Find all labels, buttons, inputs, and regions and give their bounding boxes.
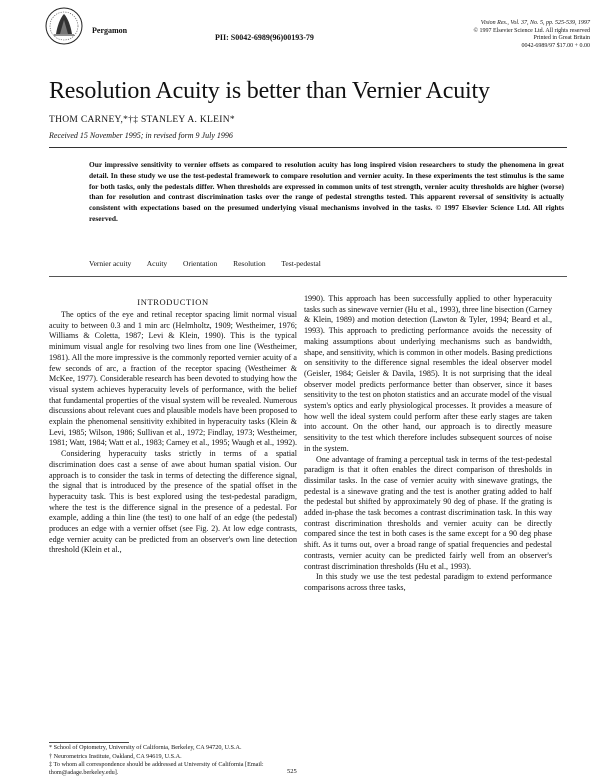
footnote: * School of Optometry, University of California, Berkeley, CA 94720, U.S.A. (49, 744, 242, 751)
paragraph: Considering hyperacuity tasks strictly in terms of a spatial discrimination does cast a sense of awe about human spatial vision. Our approach is to consider the task in terms of detecting the difference signal, the signal that is introduced by the presence of the spatial offset in the hyperacuity task. This is best explored using the test-pedestal paradigm, where the test is the difference signal in the presence of a pedestal. For example, adding a thin line (the test) to one half of an edge (the pedestal) produces an edge with a vernier offset (see Fig. 2). At low edge contrasts, edge vernier acuity can be predicted from an observer's own line detection threshold (Klein et al., (49, 449, 297, 555)
paragraph: The optics of the eye and retinal receptor spacing limit normal visual acuity to between 0.3 and 1 min arc (Helmholtz, 1909; Westheimer, 1976; Williams & Coletta, 1987; Levi & Klein, 1990). This is the typical minimum visual angle for resolving two lines from one line (Westheimer, 1981). All the more impressive is the commonly reported vernier acuity of a few seconds of arc, a fraction of the receptor spacing (Westheimer & McKee, 1977). Considerable research has been devoted to studying how the visual system achieves hyperacuity levels of performance, with the belief that fundamental properties of the visual system will be revealed. Numerous discussions about relevant cues and plausible models have been proposed to explain the phenomenal sensitivity exhibited in hyperacuity tasks (Klein & Levi, 1985; Wilson, 1986; Sullivan et al., 1972; Findlay, 1973; Westheimer, 1981; Watt, 1984; Watt et al., 1983; Carney et al., 1995; Waugh et al., 1992). (49, 310, 298, 448)
abstract-divider (49, 276, 567, 277)
keyword: Test-pedestal (281, 259, 321, 268)
publisher-name: Pergamon (92, 26, 128, 35)
journal-citation: Vision Res., Vol. 37, No. 5, pp. 525-539, 1997 (480, 20, 590, 26)
article-authors: THOM CARNEY,*†‡ STANLEY A. KLEIN* (49, 115, 235, 125)
journal-info (420, 20, 590, 50)
footnote: † Neurometrics Institute, Oakland, CA 94619, U.S.A. (49, 752, 182, 760)
section-heading: INTRODUCTION (137, 297, 209, 307)
issn-line: 0042-6989/97 $17.00 + 0.00 (521, 42, 590, 49)
keyword: Resolution (233, 259, 266, 268)
right-column (304, 294, 552, 594)
title-divider (49, 147, 567, 148)
footnote: ‡ To whom all correspondence should be addressed at University of California [Email: thom@adage.berkeley.edu]. (49, 761, 264, 776)
paragraph: In this study we use the test pedestal paradigm to extend performance comparisons across three tasks, (304, 572, 552, 592)
copyright-line: © 1997 Elsevier Science Ltd. All rights reserved (473, 27, 590, 34)
page-number: 525 (287, 768, 297, 775)
paragraph: One advantage of framing a perceptual task in terms of the test-pedestal paradigm is that it often enables the direct comparison of thresholds in dissimilar tasks. In the case of vernier acuity with sinewave gratings, the pedestal is a sinewave grating and the test is another grating added to half the pedestal but shifted by approximately 90 deg of phase. If the grating is added in-phase the task becomes a contrast discrimination task. In this way contrast discrimination thresholds and vernier acuity can be directly compared since the test in both cases is the same except for a 90 deg phase shift. As it turns out, over a broad range of spatial frequencies and pedestal contrasts, vernier acuity can be predicted fairly well from an observer's contrast discrimination thresholds (Hu et al., 1993). (304, 454, 552, 571)
paragraph: 1990). This approach has been successfully applied to other hyperacuity tasks such as sinewave vernier (Hu et al., 1993), three line bisection (Carney & Klein, 1989) and motion detection (Lawton & Tyler, 1994; Beard et al., 1993). This approach to predicting performance avoids the necessity of making assumptions about underlying mechanisms such as bandwidth, shape, and sensitivity, which is common in other models. Basing predictions on sensitivity to the difference signal resembles the ideal observer model (Geisler, 1984; Geisler & Davila, 1985). It is not surprising that the ideal observer model predicts performance better than observer, since it bases sensitivity to the test on photon statistics and an accurate model of the visual system's optics and early physiological processes. It provides a measure of how well the ideal system could perform after these early stages are taken into account. On the other hand, our approach is to directly measure sensitivity to the test which therefore includes subsequent sources of noise in the system. (304, 294, 552, 453)
footnote-divider (49, 742, 129, 743)
abstract: Our impressive sensitivity to vernier offsets as compared to resolution acuity has long inspired vision researchers to study the phenomena in great detail. In these study we use the test-pedestal framework to compare resolution and vernier acuity. In these experiments the test stimulus is the same for both tasks, only the pedestals differ. When thresholds are expressed in common units of test strength, vernier acuity thresholds are higher (worse) than for resolution and contrast discrimination tasks over the range of pedestal strengths tested. This apparent reversal of sensitivity is actually consistent with expectations based on the presumed underlying visual mechanisms involved in the tasks. © 1997 Elsevier Science Ltd. All rights reserved. (89, 160, 564, 223)
article-title: Resolution Acuity is better than Vernier Acuity (49, 78, 490, 104)
footnotes (49, 744, 297, 777)
printed-line: Printed in Great Britain (533, 35, 590, 41)
keyword: Vernier acuity (89, 259, 132, 268)
keyword: Orientation (183, 259, 218, 268)
publisher-logo-icon (44, 6, 84, 46)
received-dates: Received 15 November 1995; in revised form 9 July 1996 (49, 131, 233, 140)
keywords (89, 259, 335, 268)
keyword: Acuity (146, 259, 168, 268)
pii-code: PII: S0042-6989(96)00193-79 (215, 33, 314, 42)
left-column (49, 310, 297, 556)
